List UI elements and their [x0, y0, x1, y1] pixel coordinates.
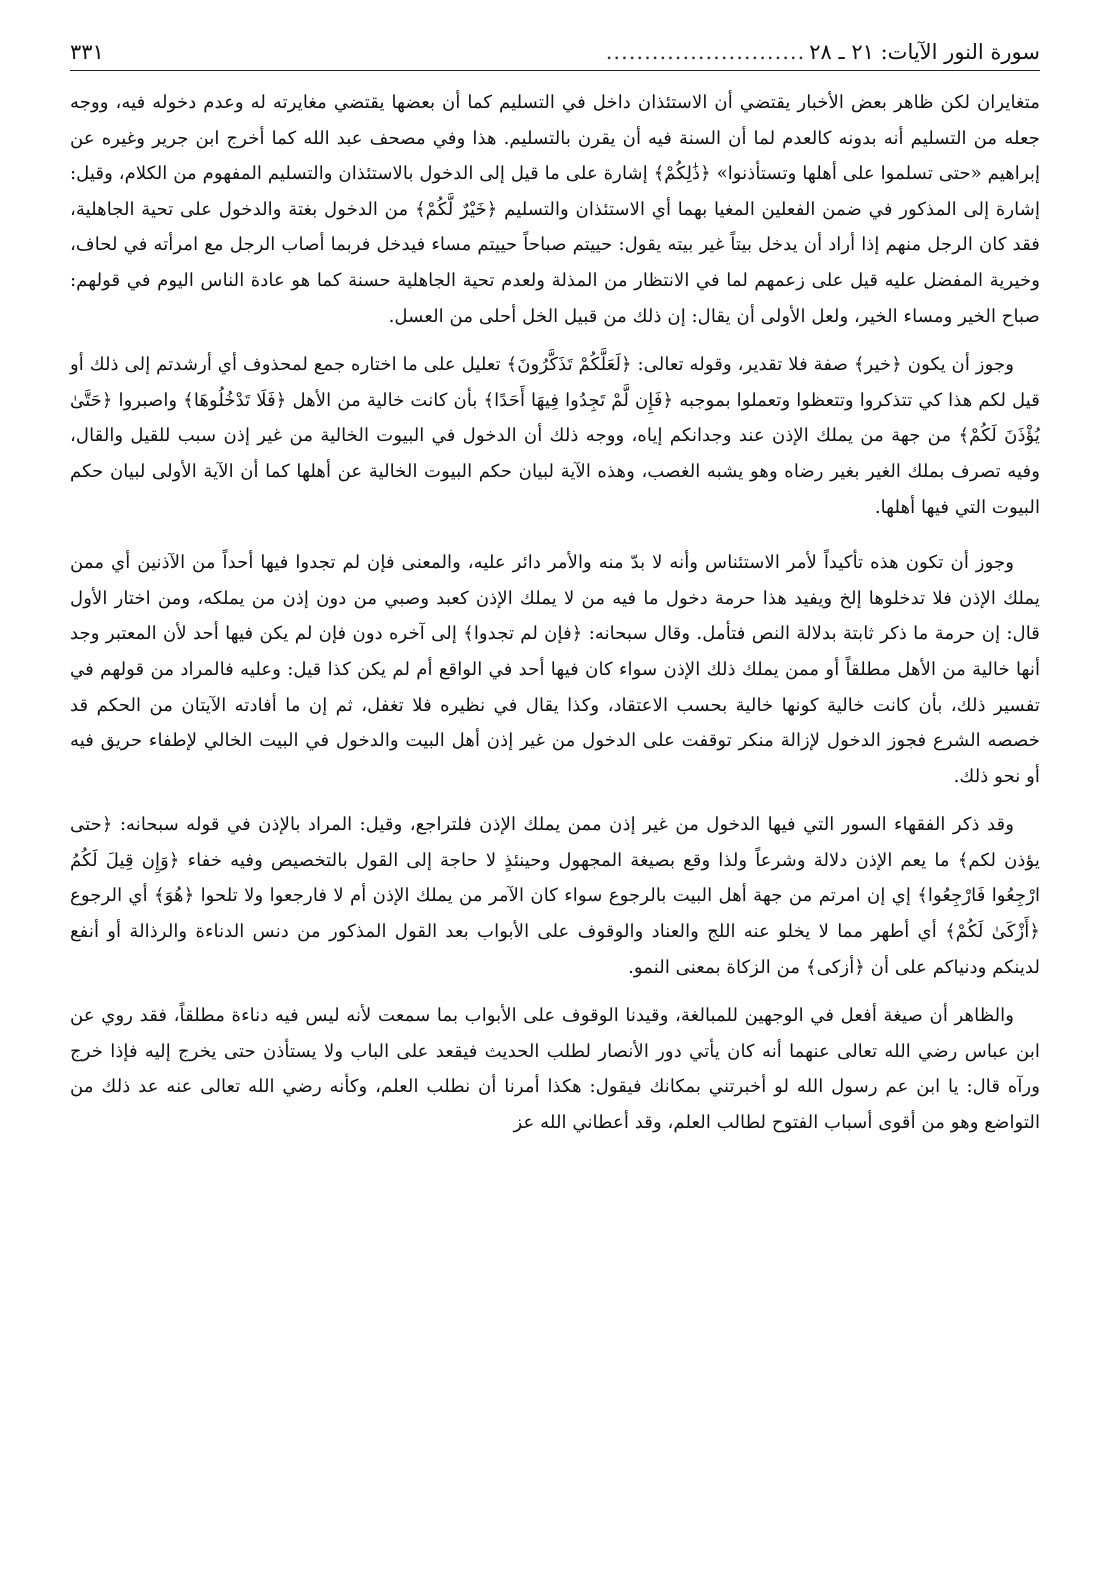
book-page — [70, 40, 1040, 1141]
header-title: سورة النور الآيات: ٢١ ـ ٢٨ — [809, 40, 1040, 64]
paragraph-1: متغايران لكن ظاهر بعض الأخبار يقتضي أن الاستئذان داخل في التسليم كما أن بعضها يقتضي مغايرته له وعدم دخوله فيه، ووجه جعله من التسليم أنه بدونه كالعدم لما أن السنة فيه أن يقرن بالتسليم. هذا وفي مصحف عبد الله كما أخرج ابن جرير وغيره عن إبراهيم «حتى تسلموا على أهلها وتستأذنوا» ﴿ذَٰلِكُمْ﴾ إشارة على ما قيل إلى الدخول بالاستئذان والتسليم المفهوم من الكلام، وقيل: إشارة إلى المذكور في ضمن الفعلين المغيا بهما أي الاستئذان والتسليم ﴿خَيْرٌ لَّكُمْ﴾ من الدخول بغتة والدخول على تحية الجاهلية، فقد كان الرجل منهم إذا أراد أن يدخل بيتاً غير بيته يقول: حييتم صباحاً حييتم مساء فيدخل فربما أصاب الرجل مع امرأته في لحاف، وخيرية المفضل عليه قيل على زعمهم لما في الانتظار من المذلة ولعدم تحية الجاهلية حسنة كما هو عادة الناس اليوم في قولهم: صباح الخير ومساء الخير، ولعل الأولى أن يقال: إن ذلك من قبيل الخل أحلى من العسل. — [70, 92, 1040, 327]
paragraph-2: وجوز أن يكون ﴿خير﴾ صفة فلا تقدير، وقوله تعالى: ﴿لَعَلَّكُمْ تَذَكَّرُونَ﴾ تعليل على ما اختاره جمع لمحذوف أي أرشدتم إلى ذلك أو قيل لكم هذا كي تتذكروا وتتعظوا وتعملوا بموجبه ﴿فَإِن لَّمْ تَجِدُوا فِيهَا أَحَدًا﴾ بأن كانت خالية من الأهل ﴿فَلَا تَدْخُلُوهَا﴾ واصبروا ﴿حَتَّىٰ يُؤْذَنَ لَكُمْ﴾ من جهة من يملك الإذن عند وجدانكم إياه، ووجه ذلك أن الدخول في البيوت الخالية من غير إذن سبب للقيل والقال، وفيه تصرف بملك الغير بغير رضاه وهو يشبه الغصب، وهذه الآية لبيان حكم البيوت الخالية عن أهلها كما أن الآية الأولى لبيان حكم البيوت التي فيها أهلها. — [70, 354, 1040, 518]
paragraph-5: والظاهر أن صيغة أفعل في الوجهين للمبالغة، وقيدنا الوقوف على الأبواب بما سمعت لأنه ليس فيه دناءة مطلقاً، فقد روي عن ابن عباس رضي الله تعالى عنهما أنه كان يأتي دور الأنصار لطلب الحديث فيقعد على الباب ولا يستأذن حتى يخرج إليه فإذا خرج ورآه قال: يا ابن عم رسول الله لو أخبرتني بمكانك فيقول: هكذا أمرنا أن نطلب العلم، وكأنه رضي الله تعالى عنه عد ذلك من التواضع وهو من أقوى أسباب الفتوح لطالب العلم، وقد أعطاني الله عز — [70, 1005, 1040, 1134]
page-number: ٣٣١ — [70, 40, 104, 64]
page-header — [70, 40, 1040, 71]
header-leader-dots: .......................... — [605, 40, 806, 64]
paragraph-3: وجوز أن تكون هذه تأكيداً لأمر الاستئناس وأنه لا بدّ منه والأمر دائر عليه، والمعنى فإن لم تجدوا فيها أحداً من الآذنين أي ممن يملك الإذن فلا تدخلوها إلخ ويفيد هذا حرمة دخول ما فيه من لا يملك الإذن كعبد وصبي من دون إذن من يملكه، ومن اختار الأول قال: إن حرمة ما ذكر ثابتة بدلالة النص فتأمل. وقال سبحانه: ﴿فإن لم تجدوا﴾ إلى آخره دون فإن لم يكن فيها أحد لأن المعتبر وجد أنها خالية من الأهل مطلقاً أو ممن يملك ذلك الإذن سواء كان فيها أحد في الواقع أم لم يكن كذا قيل: وعليه فالمراد من قولهم في تفسير ذلك، بأن كانت خالية كونها خالية بحسب الاعتقاد، وكذا يقال في نظيره فلا تغفل، ثم إن ما أفادته الآيتان من الحكم قد خصصه الشرع فجوز الدخول لإزالة منكر توقفت على الدخول من غير إذن أهل البيت والدخول في البيت الخالي لإطفاء حريق فيه أو نحو ذلك. — [70, 552, 1040, 787]
paragraph-4: وقد ذكر الفقهاء السور التي فيها الدخول من غير إذن ممن يملك الإذن فلتراجع، وقيل: المراد بالإذن في قوله سبحانه: ﴿حتى يؤذن لكم﴾ ما يعم الإذن دلالة وشرعاً ولذا وقع بصيغة المجهول وحينئذٍ لا حاجة إلى القول بالتخصيص وفيه خفاء ﴿وَإِن قِيلَ لَكُمُ ارْجِعُوا فَارْجِعُوا﴾ إي إن امرتم من جهة أهل البيت بالرجوع سواء كان الآمر من يملك الإذن أم لا فارجعوا ولا تلحوا ﴿هُوَ﴾ أي الرجوع ﴿أَزْكَىٰ لَكُمْ﴾ أي أطهر مما لا يخلو عنه اللج والعناد والوقوف على الأبواب بعد القول المذكور من دنس الدناءة والرذالة أو أنفع لدينكم ودنياكم على أن ﴿أزكى﴾ من الزكاة بمعنى النمو. — [70, 814, 1040, 978]
